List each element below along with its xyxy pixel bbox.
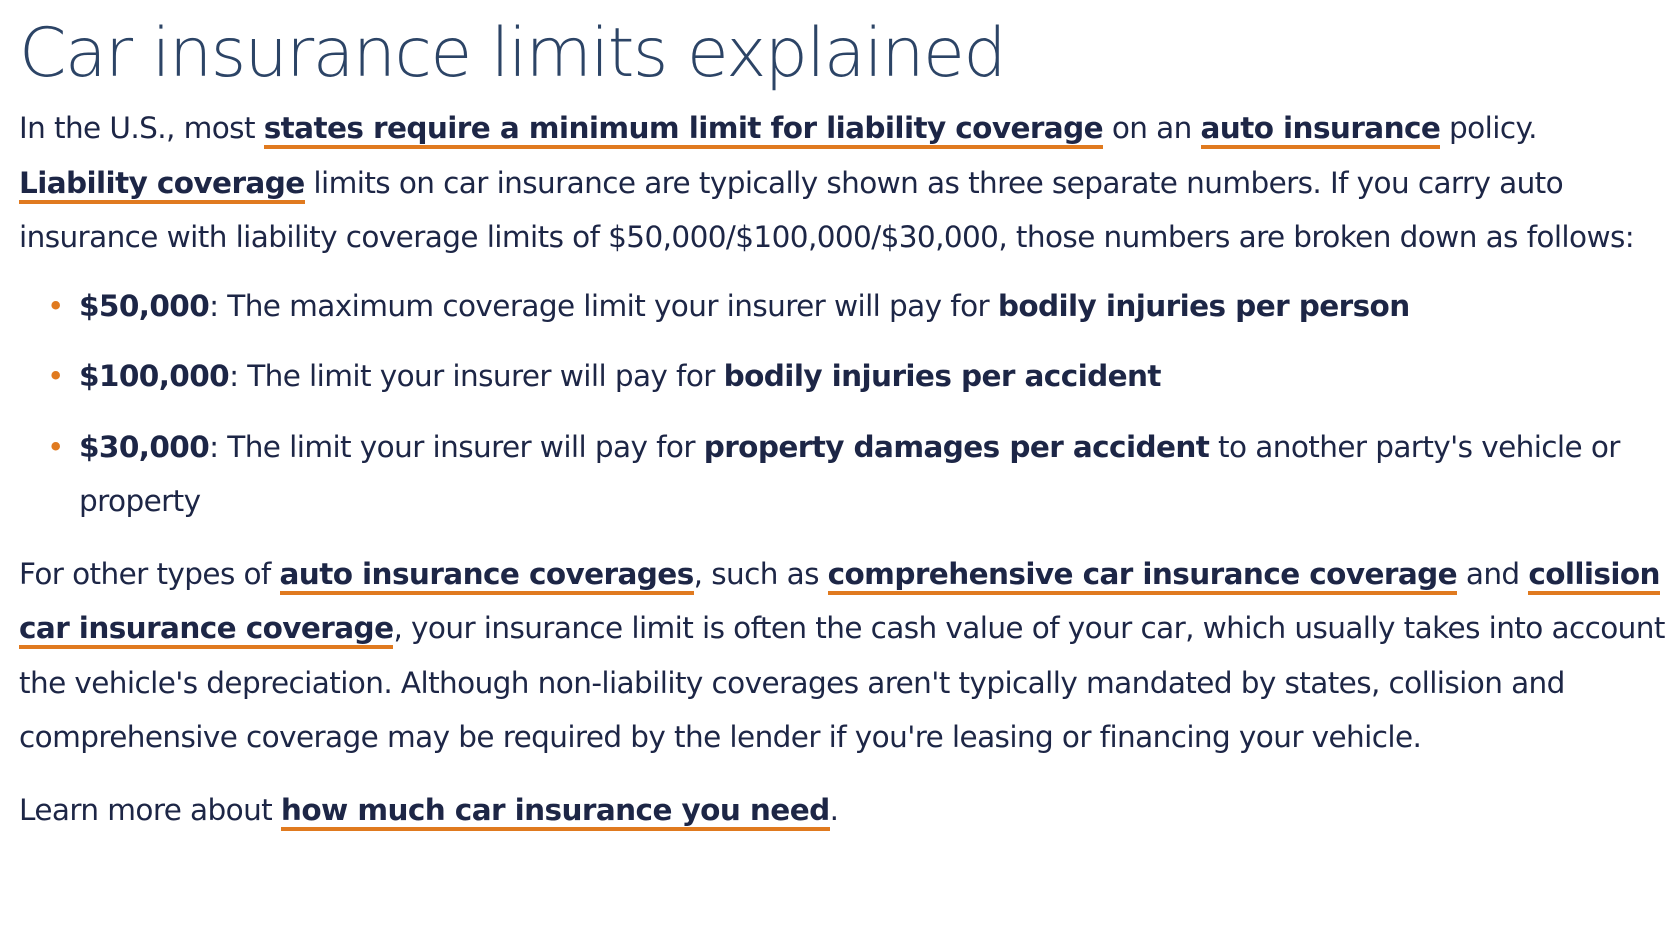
link-comprehensive-coverage[interactable]: comprehensive car insurance coverage — [828, 557, 1457, 595]
link-collision-coverage[interactable]: collision car insurance coverage — [19, 557, 1660, 650]
limits-list — [19, 279, 1666, 529]
limit-emphasis: bodily injuries per accident — [723, 359, 1161, 393]
limit-description: : The limit your insurer will pay for — [209, 429, 704, 464]
intro-text-3: policy. — [1440, 111, 1537, 145]
list-item — [47, 349, 1666, 404]
para2-text-3: and — [1457, 556, 1529, 591]
limit-emphasis: bodily injuries per person — [997, 288, 1410, 323]
learn-more-paragraph — [19, 783, 1666, 838]
list-item — [47, 420, 1666, 529]
limit-amount: $30,000 — [79, 429, 210, 464]
link-auto-insurance[interactable]: auto insurance — [1201, 111, 1441, 149]
list-item — [47, 279, 1666, 334]
bullet-icon: • — [47, 359, 64, 393]
limit-amount: $100,000 — [79, 359, 230, 393]
bullet-icon: • — [47, 288, 64, 323]
para2-text-1: For other types of — [19, 556, 280, 591]
link-auto-insurance-coverages[interactable]: auto insurance coverages — [280, 557, 694, 595]
limit-description: : The limit your insurer will pay for — [229, 359, 724, 393]
link-state-minimum-liability[interactable]: states require a minimum limit for liability coverage — [264, 111, 1103, 149]
para2-text-4: , your insurance limit is often the cash value of your car, which usually takes into account the vehicle's depreciation. Although non-liability coverages aren't typically mandated by states, collision and comprehensive coverage may be required by the lender if you're leasing or financing your vehicle. — [19, 611, 1665, 754]
para3-text-2: . — [829, 792, 839, 827]
limit-amount: $50,000 — [79, 288, 210, 323]
intro-text-4: limits on car insurance are typically shown as three separate numbers. If you carry auto insurance with liability coverage limits of $50,000/$100,000/$30,000, those numbers are broken down as follows: — [19, 165, 1635, 254]
intro-text-1: In the U.S., most — [19, 111, 264, 145]
page-title: Car insurance limits explained — [19, 14, 1006, 93]
intro-paragraph — [19, 101, 1666, 265]
limit-emphasis: property damages per accident — [703, 429, 1210, 464]
limit-suffix: to another party's vehicle or property — [79, 429, 1620, 518]
limit-description: : The maximum coverage limit your insurer will pay for — [209, 288, 998, 323]
bullet-icon: • — [47, 429, 64, 464]
link-liability-coverage[interactable]: Liability coverage — [19, 166, 305, 204]
link-how-much-insurance[interactable]: how much car insurance you need — [281, 793, 830, 831]
para3-text-1: Learn more about — [19, 792, 281, 827]
para2-text-2: , such as — [693, 556, 828, 591]
coverage-paragraph — [19, 547, 1666, 765]
intro-text-2: on an — [1103, 111, 1201, 145]
